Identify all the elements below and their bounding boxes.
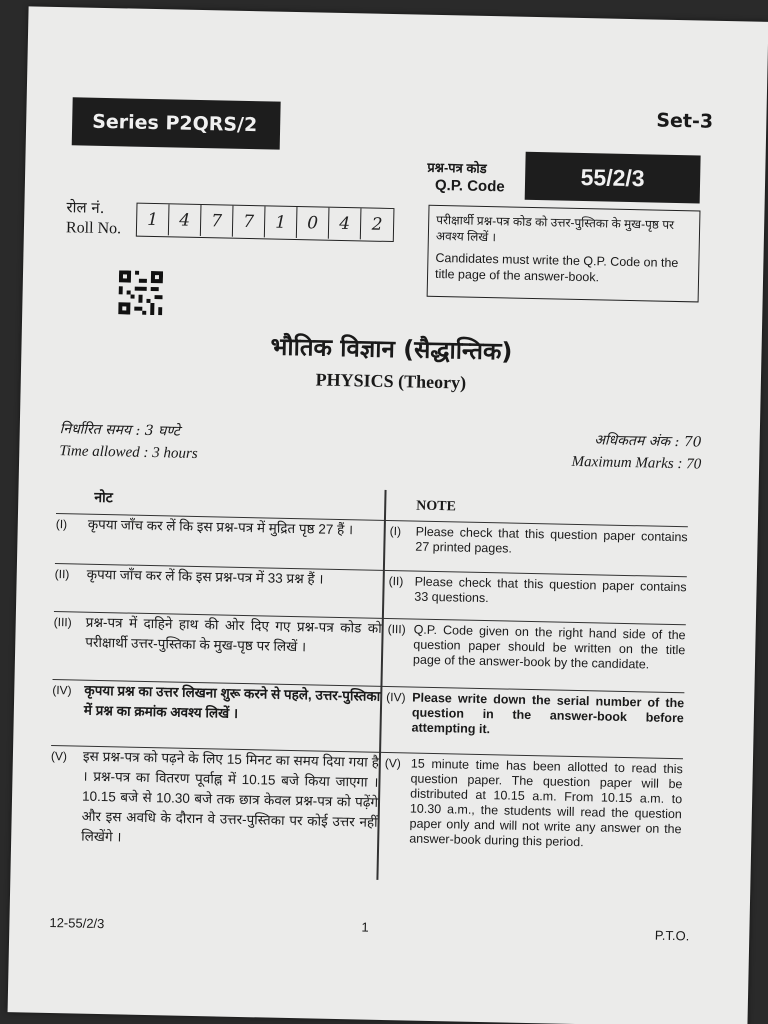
note-number: (IV) xyxy=(386,690,406,705)
note-number: (II) xyxy=(388,574,404,589)
note-text-english: Q.P. Code given on the right hand side of the question paper should be written on the title page of the answer-book by the candidate. xyxy=(412,622,686,672)
note-heading-english: NOTE xyxy=(416,498,457,515)
note-row xyxy=(48,745,683,886)
qp-code-instruction-box xyxy=(427,205,701,303)
note-number: (V) xyxy=(50,748,68,764)
note-text-hindi: कृपया जाँच कर लें कि इस प्रश्न-पत्र में मुद्रित पृष्ठ 27 हैं । xyxy=(87,516,354,538)
roll-digit: 2 xyxy=(371,214,383,235)
roll-digit: 7 xyxy=(201,205,234,237)
qp-code-label-hindi: प्रश्न-पत्र कोड xyxy=(427,159,487,176)
note-number: (I) xyxy=(389,524,402,539)
qp-code: 55/2/3 xyxy=(525,152,701,204)
note-number: (I) xyxy=(55,517,68,532)
note-heading-hindi: नोट xyxy=(94,488,113,506)
time-allowed-english: Time allowed : 3 hours xyxy=(59,443,198,462)
maximum-marks-hindi: अधिकतम अंक : 70 xyxy=(594,432,702,451)
note-text-hindi: प्रश्न-पत्र में दाहिने हाथ की ओर दिए गए प्रश्न-पत्र कोड को परीक्षार्थी उत्तर-पुस्तिका के मुख-पृष्ठ पर लिखें । xyxy=(85,614,382,655)
time-allowed-hindi: निर्धारित समय : 3 घण्टे xyxy=(59,421,181,440)
qp-code-instruction-english: Candidates must write the Q.P. Code on the title page of the answer-book. xyxy=(434,250,679,285)
page-number: 1 xyxy=(361,919,369,935)
note-table xyxy=(48,483,688,886)
note-text-english: Please write down the serial number of the question in the answer-book before attempting it. xyxy=(411,690,685,737)
note-text-english: Please check that this question paper contains 27 printed pages. xyxy=(415,524,688,556)
roll-label-hindi: रोल नं. xyxy=(66,198,105,217)
qp-code-label-english: Q.P. Code xyxy=(434,176,505,196)
note-text-hindi: कृपया जाँच कर लें कि इस प्रश्न-पत्र में 33 प्रश्न हैं । xyxy=(86,566,324,587)
pto-label: P.T.O. xyxy=(654,927,690,944)
set-label: Set-3 xyxy=(656,109,714,133)
note-text-hindi: कृपया प्रश्न का उत्तर लिखना शुरू करने से पहले, उत्तर-पुस्तिका में प्रश्न का क्रमांक अवश्य लिखें । xyxy=(83,682,381,721)
roll-label-english: Roll No. xyxy=(65,219,122,238)
note-number: (III) xyxy=(53,615,72,630)
roll-number-boxes xyxy=(136,203,395,242)
note-number: (III) xyxy=(387,622,406,637)
question-paper-page xyxy=(8,6,768,1024)
qp-code-instruction-hindi: परीक्षार्थी प्रश्न-पत्र कोड को उत्तर-पुस्तिका के मुख-पृष्ठ पर अवश्य लिखें । xyxy=(435,212,675,245)
roll-digit: 4 xyxy=(329,208,362,240)
note-number: (II) xyxy=(54,567,70,582)
footer-code: 12-55/2/3 xyxy=(49,915,105,932)
note-number: (V) xyxy=(384,755,401,771)
maximum-marks-english: Maximum Marks : 70 xyxy=(571,453,702,473)
note-text-english: 15 minute time has been allotted to read this question paper. The question paper will be distributed at 10.15 a.m. From 10.15 a.m. to 10.30 a.m., the students will read the question paper only and will not write any answer on the answer-book during this period. xyxy=(409,756,683,850)
subject-title-hindi: भौतिक विज्ञान (सैद्धान्तिक) xyxy=(270,332,513,366)
note-number: (IV) xyxy=(52,683,72,698)
note-text-hindi: इस प्रश्न-पत्र को पढ़ने के लिए 15 मिनट का समय दिया गया है । प्रश्न-पत्र का वितरण पूर्वाह्न में 10.15 बजे किया जाएगा । 10.15 बजे से 10.30 बजे तक छात्र केवल प्रश्न-पत्र को पढ़ेंगे और इस अवधि के दौरान वे उत्तर-पुस्तिका पर कोई उत्तर नहीं लिखेंगे । xyxy=(81,748,380,845)
roll-digit: 1 xyxy=(265,206,298,238)
qr-code-icon xyxy=(118,270,163,315)
note-text-english: Please check that this question paper contains 33 questions. xyxy=(414,574,687,606)
roll-digit: 0 xyxy=(297,207,330,239)
roll-digit: 1 xyxy=(137,204,170,236)
roll-digit: 7 xyxy=(233,206,266,238)
roll-digit: 4 xyxy=(169,204,202,236)
series-label: Series P2QRS/2 xyxy=(72,97,281,149)
subject-title-english: PHYSICS (Theory) xyxy=(315,369,467,393)
